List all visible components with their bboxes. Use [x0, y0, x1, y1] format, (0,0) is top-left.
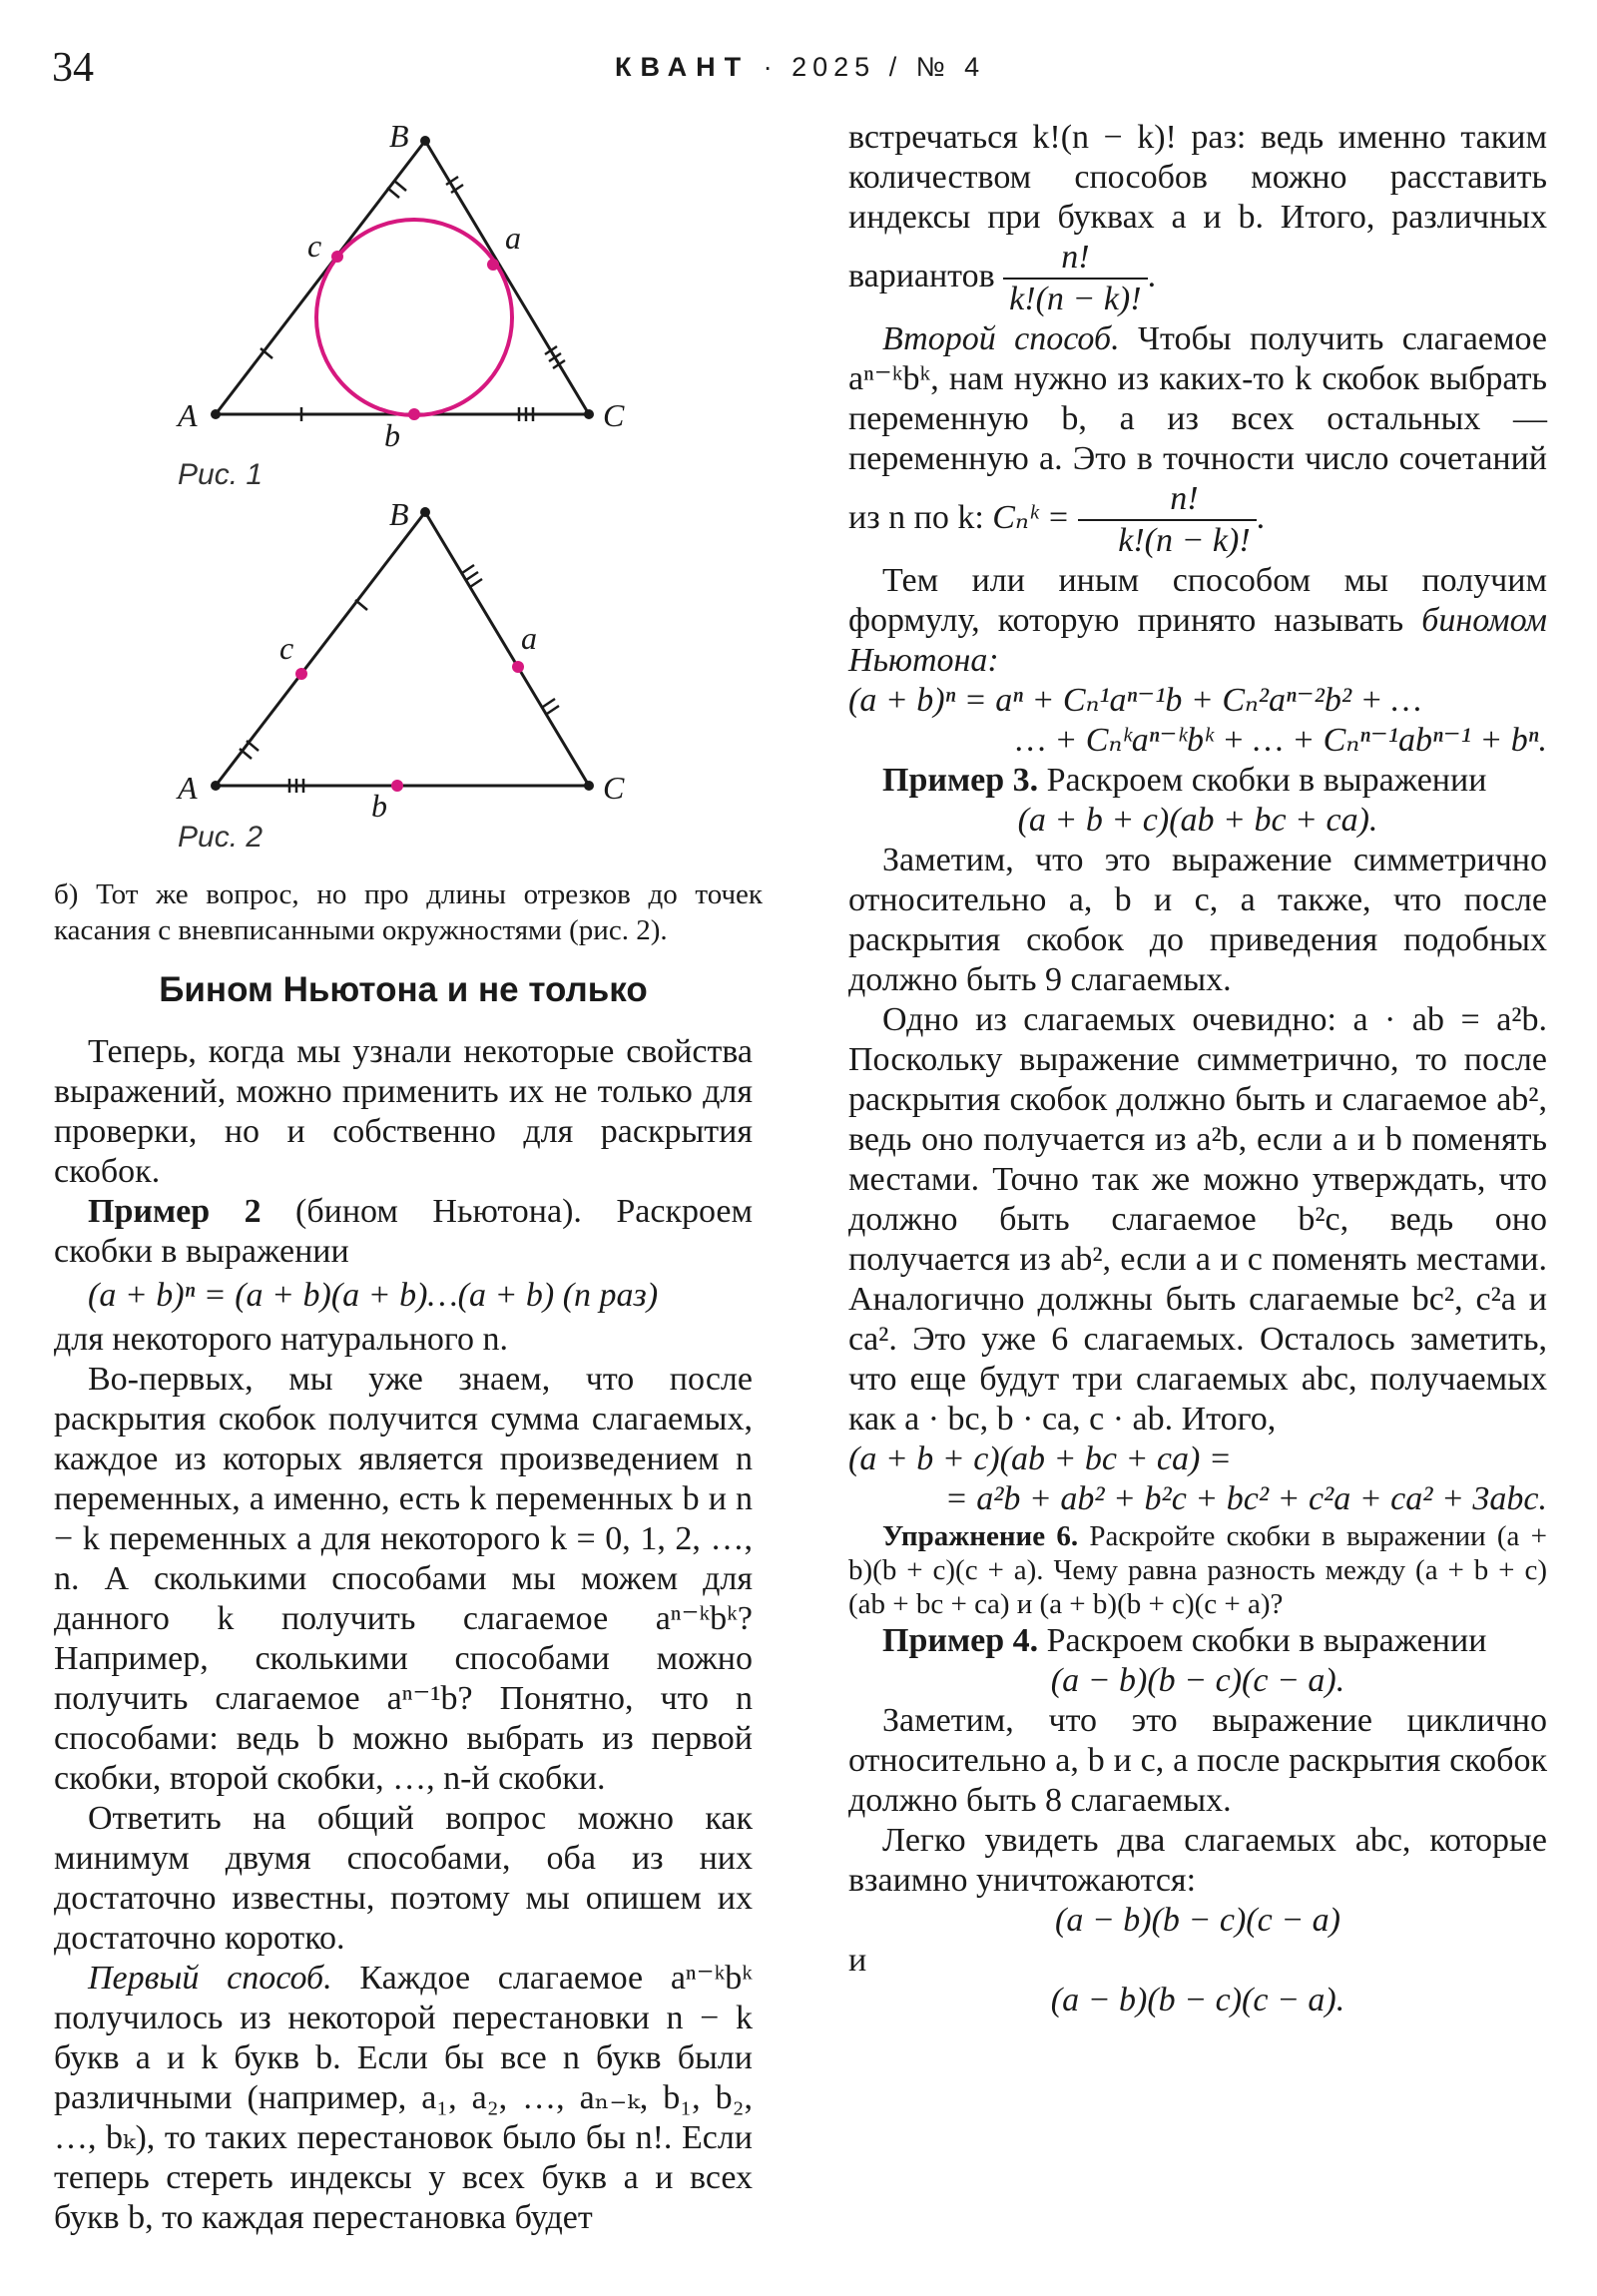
figure-2-label: Рис. 2 [178, 821, 264, 854]
paragraph-continued: встречаться k!(n − k)! раз: ведь именно таким количеством способов можно расставить индексы при буквах a и b. Итого, различных вариантов $\frac{n!}{k!(n - k)!}$ . [848, 119, 1547, 317]
example-3-result-line-2: = a²b + ab² + b²c + bc² + c²a + ca² + 3abc. [944, 1480, 1547, 1517]
binomial-coefficient: Cₙᵏ = [992, 498, 1070, 536]
first-way [54, 1959, 753, 2238]
example-3-text: Раскроем скобки в выражении [1046, 762, 1487, 799]
tangent-point-b [408, 408, 420, 420]
label-point-b: b [371, 788, 387, 824]
paragraph: Теперь, когда мы узнали некоторые свойства выражений, можно применить их не только для проверки, но и собственно для раскрытия скобок. [54, 1033, 753, 1190]
label-point-a: a [521, 620, 537, 656]
tangent-point-a [487, 259, 499, 271]
example-3-formula: (a + b + c)(ab + bc + ca). [1017, 802, 1378, 839]
label-point-b: b [384, 417, 400, 453]
example-4-text: Раскроем скобки в выражении [1046, 1622, 1487, 1659]
running-header [615, 52, 985, 83]
left-column [54, 1032, 753, 2238]
vertex-c-dot [584, 409, 594, 419]
example-3-result-line-1: (a + b + c)(ab + bc + ca) = [848, 1440, 1232, 1477]
label-b: B [389, 125, 409, 154]
label-c: C [603, 397, 625, 433]
binomial-formula-line-1: (a + b)ⁿ = aⁿ + Cₙ¹aⁿ⁻¹b + Cₙ²aⁿ⁻²b² + … [848, 682, 1422, 719]
exercise-6 [848, 1519, 1547, 1621]
side-bc [425, 512, 589, 786]
fraction-denominator: k!(n − k)! [1009, 281, 1142, 317]
binomial-formula-line-2: … + Cₙᵏaⁿ⁻ᵏbᵏ + … + Cₙⁿ⁻¹abⁿ⁻¹ + bⁿ. [1015, 722, 1547, 759]
fraction-numerator: n! [1078, 479, 1256, 521]
example-4-formula: (a − b)(b − c)(c − a). [1050, 1662, 1345, 1699]
paragraph-text: Тем или иным способом мы получим формулу, которую принято называть [848, 562, 1547, 639]
abc-term-1: (a − b)(b − c)(c − a) [1055, 1902, 1340, 1939]
fraction [1078, 479, 1256, 561]
paragraph: Заметим, что это выражение симметрично относительно a, b и c, а также, что после раскрытия скобок до приведения подобных должно быть 9 слагаемых. [848, 842, 1547, 998]
abc-term-2: (a − b)(b − c)(c − a). [1050, 1982, 1345, 2018]
second-way: Второй способ. Чтобы получить слагаемое aⁿ⁻ᵏbᵏ, нам нужно из каких-то k скобок выбрать переменную b, а из всех остальных — переменную a. Это в точности число сочетаний из n по k: Cₙᵏ = $\frac{n!}{k!(n - k)!}$ . [848, 320, 1547, 559]
binomial-term: биномом Ньютона: [848, 602, 1548, 679]
paragraph: Ответить на общий вопрос можно как минимум двумя способами, оба из них достаточно известны, поэтому мы опишем их достаточно коротко. [54, 1800, 753, 1957]
vertex-c-dot [584, 781, 594, 791]
example-2-text: (бином Ньютона). Раскроем скобки в выражении [54, 1193, 754, 1270]
exercise-6-title: Упражнение 6. [882, 1520, 1079, 1552]
example-2 [54, 1192, 753, 1272]
figure-1 [150, 125, 649, 504]
first-way-text: Каждое слагаемое aⁿ⁻ᵏbᵏ получилось из некоторой перестановки n − k букв a и k букв b. Если бы все n букв были различными (например, a₁, a₂, …, aₙ₋ₖ, b₁, b₂, …, bₖ), то таких перестановок было бы n!. Если теперь стереть индексы у всех букв a и всех букв b, то каждая перестановка будет [54, 1960, 754, 2236]
excircle-point-c [295, 668, 307, 680]
paragraph: Одно из слагаемых очевидно: a · ab = a²b. Поскольку выражение симметрично, то после раскрытия скобок должно быть и слагаемое ab², ведь оно получается из a²b, если a и b поменять местами. Точно так же можно утверждать, что должно быть слагаемое b²c, ведь оно получается из ab², если a и c поменять местами. Аналогично должны быть слагаемые bc², c²a и ca². Это уже 6 слагаемых. Осталось заметить, что еще будут три слагаемых abc, получаемых как a · bc, b · ca, c · ab. Итого, [848, 1001, 1547, 1437]
paragraph-text: встречаться k!(n − k)! раз: ведь именно таким количеством способов можно расставить индексы при буквах a и b. Итого, различных вариантов [848, 119, 1547, 294]
example-2-title: Пример 2 [88, 1193, 262, 1230]
paragraph: Во-первых, мы уже знаем, что после раскрытия скобок получится сумма слагаемых, каждое из которых является произведением n переменных, а именно, есть k переменных b и n − k переменных a для некоторого k = 0, 1, 2, …, n. А сколькими способами мы можем для данного k получить слагаемое aⁿ⁻ᵏbᵏ? Например, сколькими способами можно получить слагаемое aⁿ⁻¹b? Понятно, что n способами: ведь b можно выбрать из первой скобки, второй скобки, …, n-й скобки. [54, 1361, 753, 1797]
figure-2 [150, 499, 649, 868]
figure-1-label: Рис. 1 [178, 458, 264, 491]
issue-number: · 2025 / № 4 [763, 52, 986, 82]
label-a: A [178, 770, 198, 806]
conjunction: и [848, 1942, 867, 1979]
tick-marks [240, 565, 559, 793]
fraction-denominator: k!(n − k)! [1118, 522, 1251, 559]
label-c: C [603, 770, 625, 806]
label-point-c: c [307, 228, 322, 264]
example-4 [848, 1621, 1547, 1661]
first-way-title: Первый способ. [88, 1960, 332, 1997]
vertex-a-dot [211, 409, 221, 419]
side-ab [216, 512, 425, 786]
label-point-a: a [505, 220, 521, 256]
second-way-text: Чтобы получить слагаемое aⁿ⁻ᵏbᵏ, нам нужно из каких-то k скобок выбрать переменную b, а из всех остальных — переменную a. Это в точности число сочетаний из n по k: [848, 320, 1547, 536]
label-point-c: c [279, 630, 294, 666]
label-b: B [389, 499, 409, 532]
example-3-title: Пример 3. [882, 762, 1039, 799]
exercise-caption: б) Тот же вопрос, но про длины отрезков до точек касания с вневписанными окружностями (рис. 2). [54, 878, 763, 946]
incircle [316, 220, 512, 415]
paragraph: Заметим, что это выражение циклично относительно a, b и c, а после раскрытия скобок должно быть 8 слагаемых. [848, 1702, 1547, 1819]
example-4-title: Пример 4. [882, 1622, 1039, 1659]
paragraph: Легко увидеть два слагаемых abc, которые взаимно уничтожаются: [848, 1822, 1547, 1899]
journal-name: КВАНТ [615, 52, 751, 82]
vertex-b-dot [420, 507, 430, 517]
fraction-numerator: n! [1003, 238, 1147, 280]
right-column [848, 118, 1547, 2020]
section-title: Бином Ньютона и не только [159, 970, 648, 1009]
paragraph [848, 561, 1547, 681]
second-way-title: Второй способ. [882, 320, 1120, 357]
vertex-b-dot [420, 136, 430, 146]
excircle-point-b [391, 780, 403, 792]
excircle-point-a [512, 661, 524, 673]
tangent-point-c [331, 251, 343, 263]
example-3 [848, 761, 1547, 801]
exercise-6-text: Раскройте скобки в выражении (a + b)(b + c)(c + a). Чему равна разность между (a + b + c)(ab + bc + ca) и (a + b)(b + c)(c + a)? [848, 1520, 1547, 1620]
example-2-formula: (a + b)ⁿ = (a + b)(a + b)…(a + b) (n раз) [88, 1277, 659, 1314]
vertex-a-dot [211, 781, 221, 791]
page-number: 34 [52, 45, 94, 91]
label-a: A [178, 397, 198, 433]
paragraph: для некоторого натурального n. [54, 1321, 509, 1358]
fraction [1003, 238, 1147, 319]
